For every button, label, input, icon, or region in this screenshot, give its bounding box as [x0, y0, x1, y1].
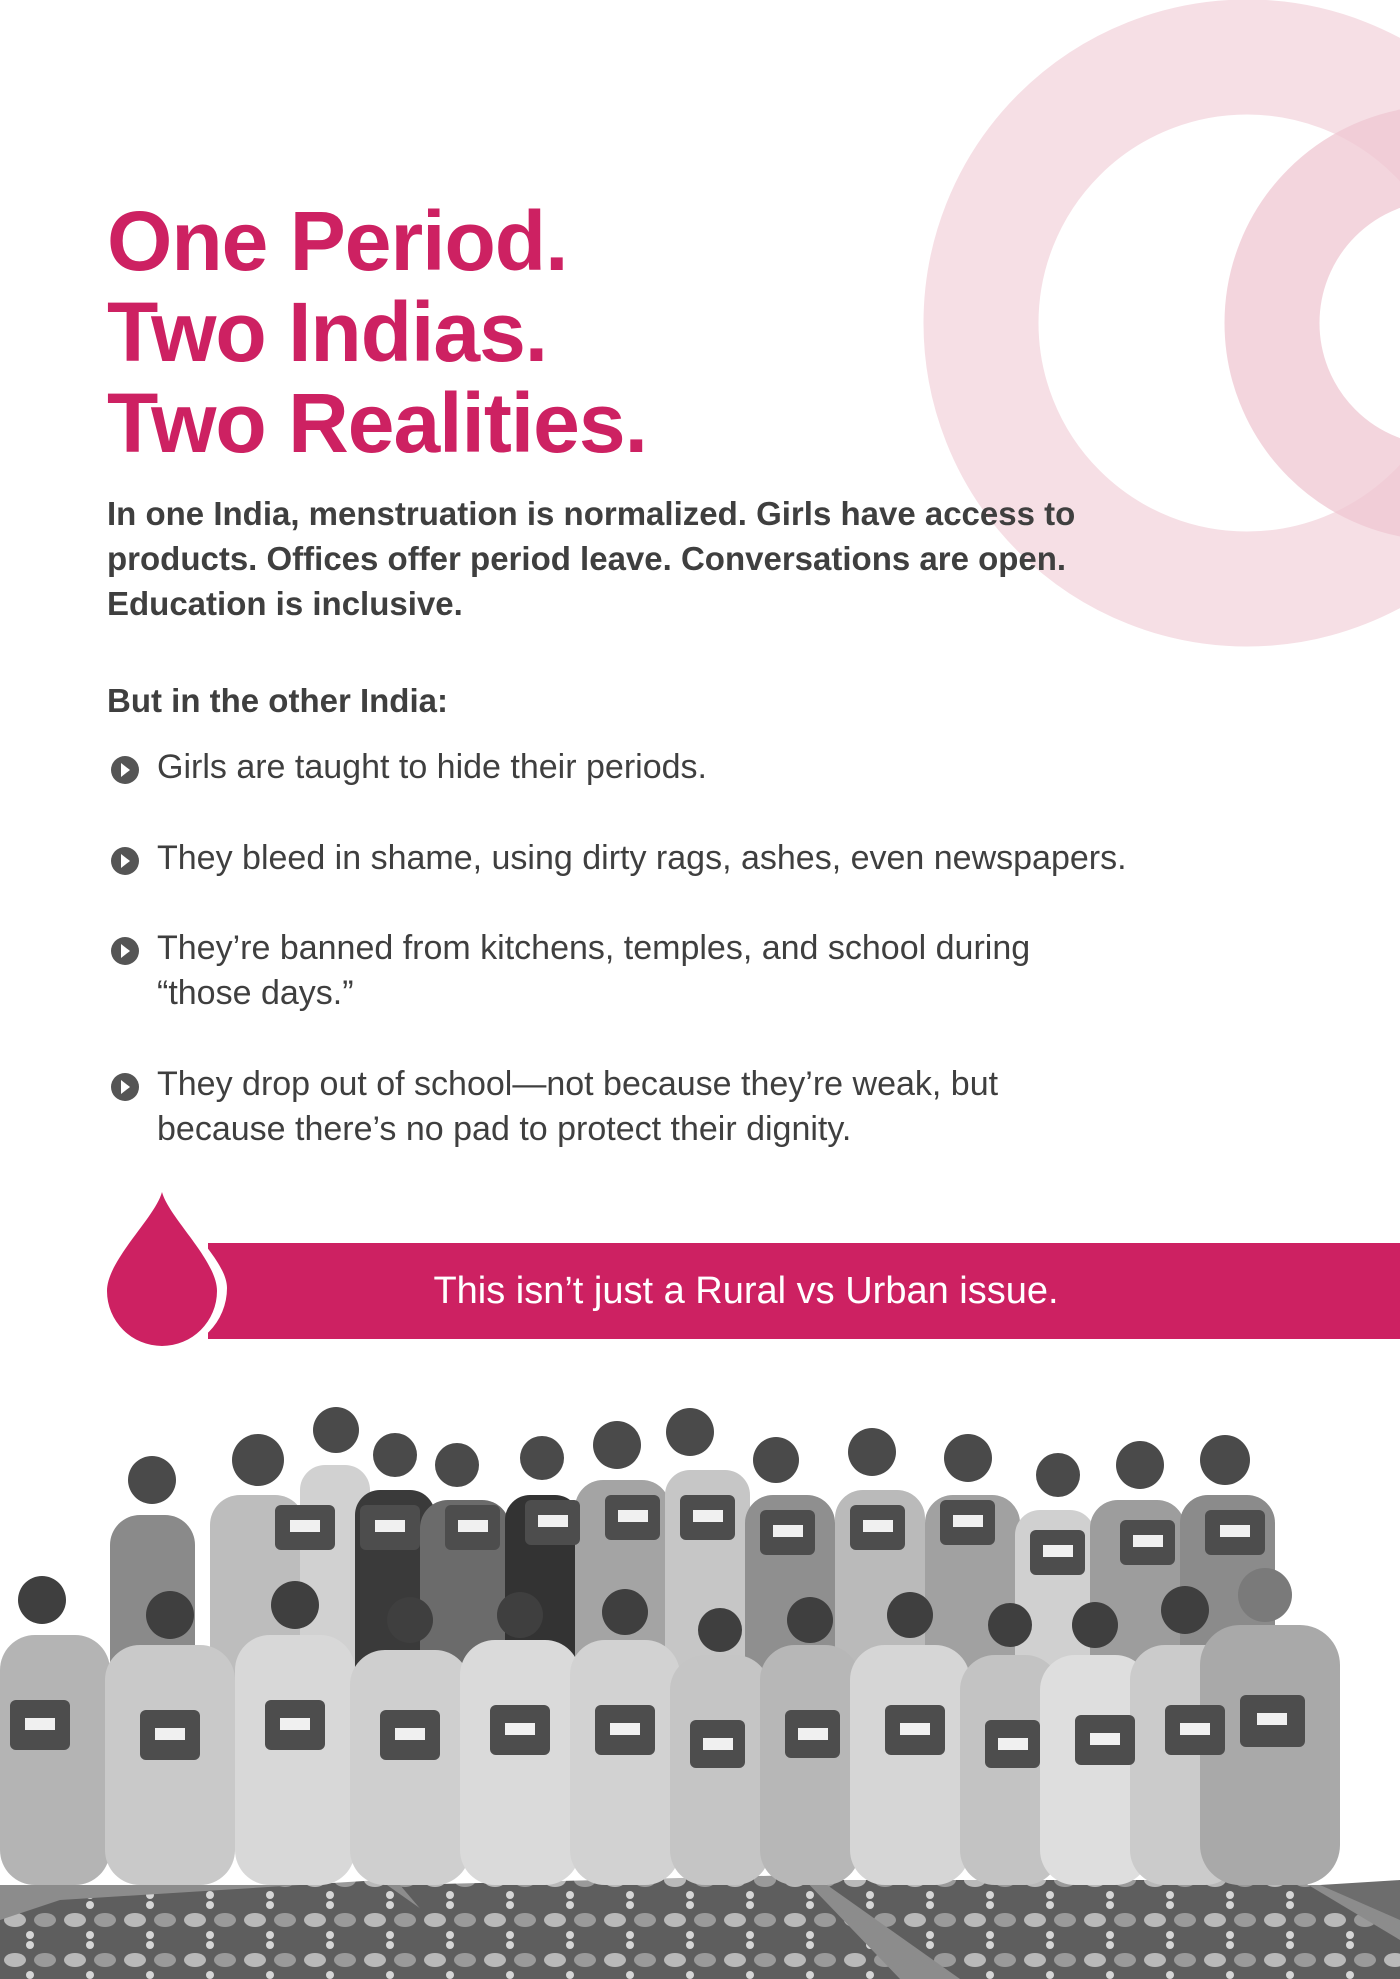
list-item-line: because there’s no pad to protect their dignity.	[157, 1110, 852, 1148]
group-photo	[0, 1380, 1400, 1979]
chevron-circle-icon	[110, 1072, 140, 1102]
intro-paragraph	[107, 491, 1207, 626]
title-line-1: One Period.	[107, 194, 568, 288]
intro-line-1: In one India, menstruation is normalized. Girls have access to	[107, 495, 1076, 532]
list-item-text	[157, 745, 1287, 790]
list-item-text	[157, 1062, 1287, 1152]
intro-line-3: Education is inclusive.	[107, 585, 463, 622]
list-item-line: “those days.”	[157, 974, 354, 1012]
list-item-line: They bleed in shame, using dirty rags, ashes, even newspapers.	[157, 839, 1127, 877]
list-item-line: They’re banned from kitchens, temples, and school during	[157, 929, 1031, 967]
chevron-circle-icon	[110, 936, 140, 966]
blood-drop-icon	[103, 1188, 227, 1350]
list-lead-in: But in the other India:	[107, 682, 448, 719]
page-title	[107, 196, 647, 469]
callout-banner	[208, 1243, 1400, 1339]
title-line-2: Two Indias.	[107, 285, 548, 379]
list-item-line: Girls are taught to hide their periods.	[157, 748, 707, 786]
list-item-text	[157, 926, 1287, 1016]
list-item-text	[157, 836, 1287, 881]
chevron-circle-icon	[110, 846, 140, 876]
banner-text: This isn’t just a Rural vs Urban issue.	[433, 1270, 1059, 1312]
list-item-line: They drop out of school—not because they’re weak, but	[157, 1065, 999, 1103]
title-line-3: Two Realities.	[107, 376, 647, 470]
intro-line-2: products. Offices offer period leave. Conversations are open.	[107, 540, 1067, 577]
chevron-circle-icon	[110, 755, 140, 785]
